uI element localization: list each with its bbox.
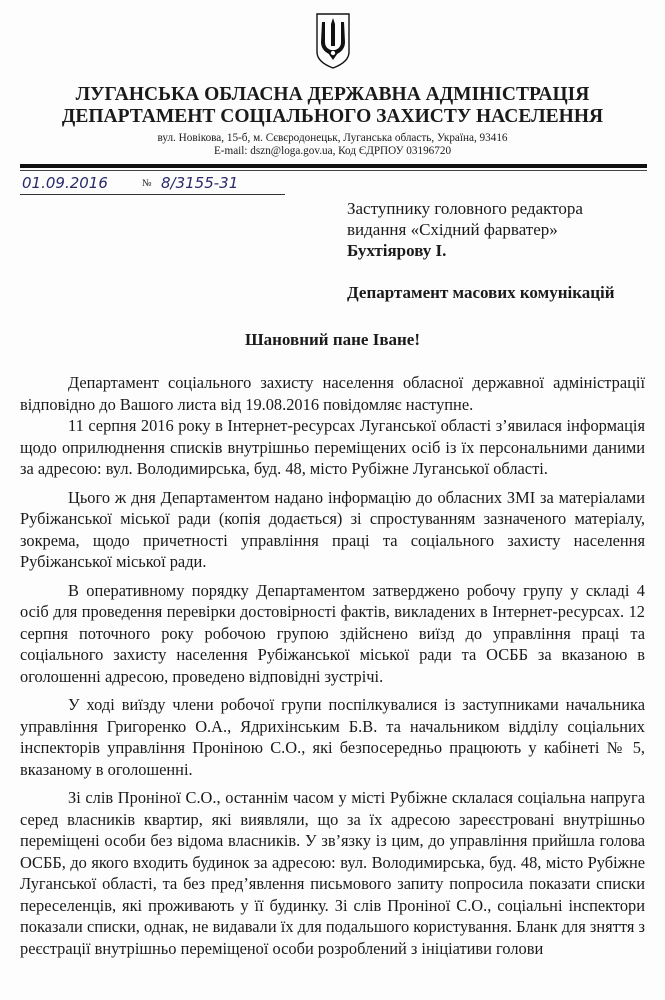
contact-line: E-mail: dszn@loga.gov.ua, Код ЄДРПОУ 03196720 (213, 145, 452, 157)
letter-body (20, 372, 645, 966)
body-paragraph: 11 серпня 2016 року в Інтернет-ресурсах Луганської області з’явилася інформація щодо оприлюднення списків внутрішньо переміщених осіб із їх персональними даними за адресою: вул. Володимирська, буд. 48, місто Рубіжне Луганської області. (20, 416, 645, 478)
body-paragraph: Зі слів Проніної С.О., останнім часом у місті Рубіжне склалася соціальна напруга серед власників квартир, які виявляли, що за їх адресою зареєстровані внутрішньо переміщені особи без відома власників. У зв’язку із цим, до управління прийшла голова ОСББ, до якого входить будинок за адресою: вул. Володимирська, буд. 48, місто Рубіжне Луганської області, та без пред’явлення письмового запиту попросила показати списки переселенців, які проживають у її будинку. Зі слів Проніної С.О., соціальні інспектори показали списки, однак, не видавали їх для подальшого користування. Бланк для зняття з реєстрації внутрішньо переміщеної особи розроблений з ініціативи голови (20, 788, 645, 958)
copy-recipient: Департамент масових комунікацій (347, 283, 615, 302)
recipient-name: Бухтіярову І. (347, 241, 447, 260)
postal-address: вул. Новікова, 15-б, м. Сєвєродонецьк, Луганська область, Україна, 93416 (157, 132, 508, 144)
organization-name: ЛУГАНСЬКА ОБЛАСНА ДЕРЖАВНА АДМІНІСТРАЦІЯ (75, 84, 590, 105)
salutation: Шановний пане Іване! (244, 330, 421, 349)
department-name: ДЕПАРТАМЕНТ СОЦІАЛЬНОГО ЗАХИСТУ НАСЕЛЕННЯ (61, 106, 604, 127)
body-paragraph: В оперативному порядку Департаментом затверджено робочу групу у складі 4 осіб для проведення перевірки достовірності фактів, викладених в Інтернет-ресурсах. 12 серпня поточного року робочою групою здійснено виїзд до управління праці та соціального захисту населення Рубіжанської міської ради та ОСББ за вказаною в оголошенні адресою, проведено відповідні зустрічі. (20, 580, 645, 686)
body-paragraph: У ході виїзду члени робочої групи поспілкувалися із заступниками начальника управління Григоренко О.А., Ядрихінським Б.В. та начальником відділу соціальних інспекторів управління Проніною С.О., які безпосередньо працюють у кабінеті № 5, вказаному в оголошенні. (20, 695, 645, 779)
body-paragraph: Цього ж дня Департаментом надано інформацію до обласних ЗМІ за матеріалами Рубіжанської міської ради (копія додається) зі спростуванням зазначеного матеріалу, зокрема, щодо причетності управління праці та соціального захисту населення Рубіжанської міської ради. (20, 487, 645, 571)
registration-line (20, 172, 285, 195)
recipient-position: Заступнику головного редактора (347, 199, 583, 218)
header-divider-thin (20, 170, 647, 171)
registration-number: 8/3155-31 (161, 174, 239, 192)
number-sign: № (142, 178, 152, 189)
trident-emblem-icon (315, 12, 351, 70)
header-divider (20, 164, 647, 168)
body-paragraph: Департамент соціального захисту населення обласної державної адміністрації відповідно до Вашого листа від 19.08.2016 повідомляє наступне. (20, 373, 645, 414)
recipient-publication: видання «Східний фарватер» (347, 220, 558, 239)
registration-date: 01.09.2016 (22, 174, 108, 192)
